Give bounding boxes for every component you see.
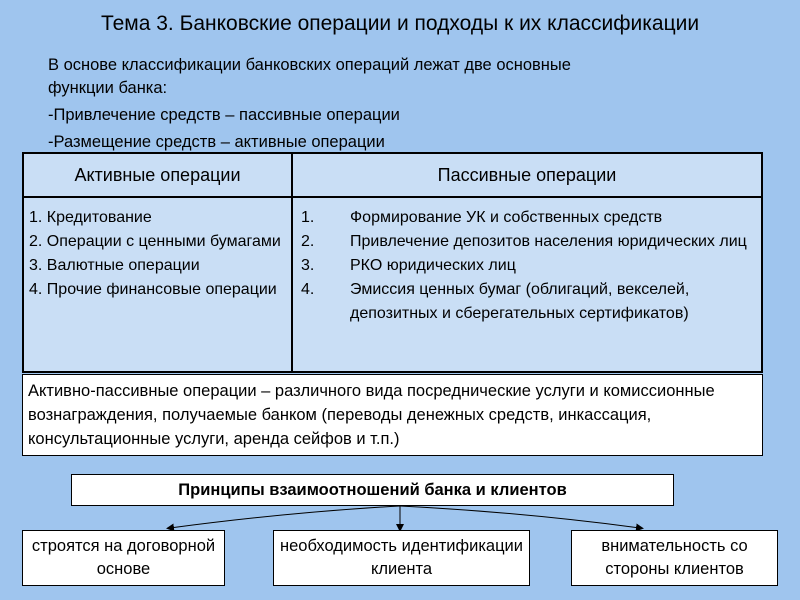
- passive-item-number: 3.: [301, 257, 315, 274]
- active-item: 4. Прочие финансовые операции: [29, 281, 277, 298]
- intro-line-1: В основе классификации банковских операций лежат две основные: [48, 56, 571, 74]
- arrow-to-box-3: [400, 506, 640, 528]
- passive-item-number: 4.: [301, 281, 315, 298]
- active-item: 3. Валютные операции: [29, 257, 200, 274]
- passive-item-number: 1.: [301, 209, 315, 226]
- passive-item-text: Формирование УК и собственных средств: [350, 209, 663, 226]
- active-passive-operations-box: Активно-пассивные операции – различного вида посреднические услуги и комиссионные вознаграждения, получаемые банком (переводы денежных средств, инкассация, консультационные услуги, аренда сейфов и т.п.): [22, 374, 763, 456]
- principle-text: строятся на договорной основе: [31, 537, 216, 578]
- passive-operations-header: Пассивные операции: [437, 165, 617, 185]
- intro-item-active: -Размещение средств – активные операции: [48, 133, 385, 151]
- active-item: 2. Операции с ценными бумагами: [29, 233, 281, 250]
- active-item: 1. Кредитование: [29, 209, 152, 226]
- principle-text: внимательность со стороны клиентов: [601, 537, 748, 578]
- page-title: Тема 3. Банковские операции и подходы к их классификации: [100, 12, 700, 35]
- passive-item-number: 2.: [301, 233, 315, 250]
- arrow-to-box-1: [170, 506, 400, 528]
- principle-contract-basis: [22, 530, 225, 586]
- passive-item-text: Эмиссия ценных бумаг (облигаций, векселей, депозитных и сберегательных сертификатов): [350, 281, 690, 322]
- principle-client-identification: [273, 530, 530, 586]
- principles-header: Принципы взаимоотношений банка и клиентов: [71, 474, 674, 506]
- passive-item-text: РКО юридических лиц: [350, 257, 516, 274]
- principle-client-attentiveness: [571, 530, 778, 586]
- active-operations-header: Активные операции: [74, 165, 241, 185]
- intro-line-2: функции банка:: [48, 79, 168, 97]
- principle-text: необходимость идентификации клиента: [280, 537, 523, 578]
- passive-item-text: Привлечение депозитов населения юридических лиц: [350, 233, 747, 250]
- intro-item-passive: -Привлечение средств – пассивные операции: [48, 106, 400, 124]
